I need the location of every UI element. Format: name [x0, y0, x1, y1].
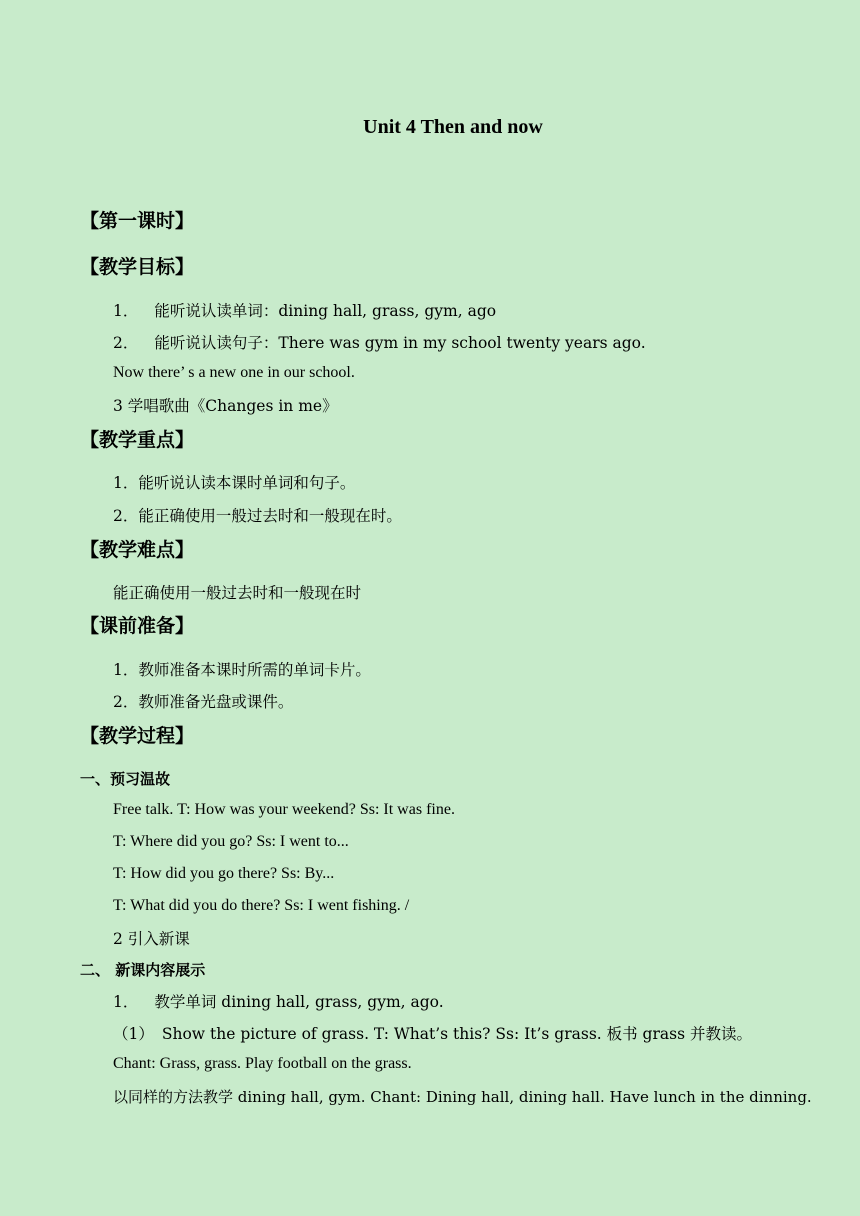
difficulty-item-1: 能正确使用一般过去时和一般现在时 — [113, 584, 362, 602]
item-text: 能听说认读句子：There was gym in my school twenty years ago. — [154, 334, 646, 352]
item-number: 1． — [113, 302, 139, 320]
objective-item-2-continued: Now there’ s a new one in our school. — [113, 364, 355, 381]
item-text: Show the picture of grass. T: What’s this? Ss: It’s grass. 板书 grass 并教读。 — [161, 1025, 752, 1043]
process-line-3: T: How did you go there? Ss: By... — [113, 865, 335, 882]
process-line-7 — [113, 1022, 752, 1044]
heading-process: 【教学过程】 — [80, 725, 195, 747]
process-line-8: Chant: Grass, grass. Play football on the grass. — [113, 1055, 412, 1072]
process-line-9: 以同样的方法教学 dining hall, gym. Chant: Dining hall, dining hall. Have lunch in the dinning. — [113, 1088, 812, 1106]
process-line-6 — [113, 990, 444, 1012]
objective-item-3: 3 学唱歌曲《Changes in me》 — [113, 397, 338, 415]
key-point-item-1: 1．能听说认读本课时单词和句子。 — [113, 474, 356, 492]
section-review: 一、预习温故 — [80, 770, 171, 788]
process-line-2: T: Where did you go? Ss: I went to... — [113, 833, 349, 850]
key-point-item-2: 2．能正确使用一般过去时和一般现在时。 — [113, 507, 402, 525]
process-line-1: Free talk. T: How was your weekend? Ss: It was fine. — [113, 801, 455, 818]
heading-key-points: 【教学重点】 — [80, 429, 195, 451]
page-title: Unit 4 Then and now — [363, 116, 543, 138]
preparation-item-2: 2．教师准备光盘或课件。 — [113, 693, 294, 711]
heading-difficulties: 【教学难点】 — [80, 539, 195, 561]
item-number: 2． — [113, 334, 139, 352]
objective-item-1 — [113, 299, 496, 321]
item-number: 1． — [113, 993, 139, 1011]
item-number: （1） — [113, 1025, 154, 1043]
heading-lesson: 【第一课时】 — [80, 210, 195, 232]
heading-preparation: 【课前准备】 — [80, 615, 195, 637]
process-line-5: 2 引入新课 — [113, 930, 190, 948]
preparation-item-1: 1．教师准备本课时所需的单词卡片。 — [113, 661, 371, 679]
heading-objectives: 【教学目标】 — [80, 256, 195, 278]
item-text: 能听说认读单词：dining hall, grass, gym, ago — [154, 302, 497, 320]
item-text: 教学单词 dining hall, grass, gym, ago. — [154, 993, 444, 1011]
process-line-4: T: What did you do there? Ss: I went fishing. / — [113, 897, 410, 914]
section-new-content: 二、 新课内容展示 — [80, 961, 206, 979]
objective-item-2 — [113, 331, 646, 353]
